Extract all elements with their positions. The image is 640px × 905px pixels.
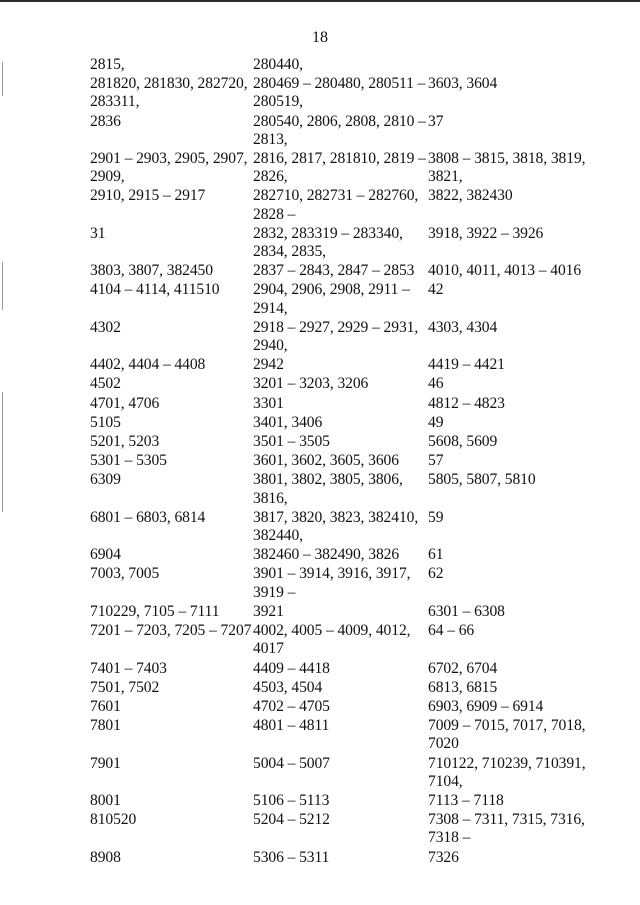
column-1-cell [90,717,253,753]
cell-line: 7009 – 7015, 7017, 7018, [428,717,586,735]
table-row [90,395,630,413]
table-row [90,849,630,867]
cell-line: 6309 [90,471,121,489]
table-row [90,452,630,470]
column-3-cell [428,150,628,186]
cell-line: 2909, [90,168,125,186]
cell-line: 4503, 4504 [253,678,323,696]
table-row [90,471,630,507]
column-3-cell [428,281,628,317]
cell-line: 2815, [90,56,125,73]
cell-line: 710229, 7105 – 7111 [90,602,220,620]
table-row [90,717,630,753]
column-2-cell [253,603,428,621]
column-1-cell [90,811,253,847]
cell-line: 5805, 5807, 5810 [428,471,536,489]
cell-line: 57 [428,452,444,470]
cell-line: 3803, 3807, 382450 [90,262,213,280]
cell-line: 3918, 3922 – 3926 [428,224,544,242]
column-3-cell [428,565,628,601]
cell-line: 382440, [253,527,303,545]
column-2-cell [253,509,428,545]
cell-line: 282710, 282731 – 282760, [253,187,419,205]
column-3-cell [428,433,628,451]
cell-line: 810520 [90,811,137,829]
cell-line: 5004 – 5007 [253,754,330,772]
cell-line: 4702 – 4705 [253,697,330,715]
cell-line: 4419 – 4421 [428,356,505,374]
cell-line: 4409 – 4418 [253,659,330,677]
column-2-cell [253,433,428,451]
column-3-cell [428,452,628,470]
table-row [90,281,630,317]
column-2-cell [253,471,428,507]
column-2-cell [253,375,428,393]
cell-line: 7401 – 7403 [90,659,167,677]
cell-line: 2836 [90,112,121,130]
column-2-cell [253,281,428,317]
cell-line: 5106 – 5113 [253,791,330,809]
column-3-cell [428,792,628,810]
table-row [90,262,630,280]
column-2-cell [253,225,428,261]
table-row [90,755,630,791]
cell-line: 8001 [90,791,121,809]
column-1-cell [90,262,253,280]
cell-line: 7113 – 7118 [428,791,504,809]
column-3-cell [428,717,628,753]
column-2-cell [253,792,428,810]
cell-line: 2914, [253,299,288,317]
cell-line: 3822, 382430 [428,187,513,205]
page-number: 18 [312,29,328,46]
cell-line: 6813, 6815 [428,678,498,696]
cell-line: 6903, 6909 – 6914 [428,697,544,715]
cell-line: 7801 [90,717,121,735]
cell-line: 4402, 4404 – 4408 [90,356,206,374]
column-3-cell [428,698,628,716]
table-row [90,679,630,697]
table-row [90,225,630,261]
cell-line: 4801 – 4811 [253,717,330,735]
table-row [90,811,630,847]
code-table [90,56,630,868]
column-2-cell [253,319,428,355]
column-3-cell [428,262,628,280]
cell-line: 4812 – 4823 [428,394,505,412]
table-row [90,319,630,355]
column-3-cell [428,319,628,355]
column-2-cell [253,187,428,223]
cell-line: 7201 – 7203, 7205 – 7207 [90,622,252,640]
cell-line: 3817, 3820, 3823, 382410, [253,508,419,526]
column-2-cell [253,113,428,149]
column-2-cell [253,698,428,716]
column-1-cell [90,509,253,545]
column-1-cell [90,56,253,74]
column-2-cell [253,717,428,753]
cell-line: 7318 – [428,829,471,847]
cell-line: 2904, 2906, 2908, 2911 – [253,281,410,299]
column-1-cell [90,356,253,374]
top-border-line [0,0,640,2]
column-1-cell [90,622,253,658]
cell-line: 3808 – 3815, 3818, 3819, [428,150,586,168]
cell-line: 7601 [90,697,121,715]
cell-line: 2834, 2835, [253,243,326,261]
cell-line: 31 [90,224,106,242]
cell-line: 5608, 5609 [428,433,498,451]
cell-line: 2910, 2915 – 2917 [90,187,206,205]
table-row [90,622,630,658]
cell-line: 7901 [90,754,121,772]
cell-line: 4701, 4706 [90,394,160,412]
cell-line: 4010, 4011, 4013 – 4016 [428,262,582,280]
column-1-cell [90,849,253,867]
cell-line: 6801 – 6803, 6814 [90,508,206,526]
left-margin-scan-mark [2,62,3,96]
cell-line: 2813, [253,130,288,148]
cell-line: 3301 [253,394,284,412]
cell-line: 7104, [428,772,463,790]
cell-line: 7020 [428,735,459,753]
column-1-cell [90,319,253,355]
cell-line: 8908 [90,848,121,866]
column-2-cell [253,56,428,74]
cell-line: 3603, 3604 [428,75,498,93]
column-3-cell [428,225,628,261]
cell-line: 280469 – 280480, 280511 – [253,75,426,93]
column-3-cell [428,603,628,621]
cell-line: 283311, [90,93,140,111]
column-3-cell [428,395,628,413]
cell-line: 7326 [428,848,459,866]
cell-line: 4104 – 4114, 411510 [90,281,220,299]
column-1-cell [90,150,253,186]
left-margin-scan-mark [2,392,3,512]
cell-line: 280540, 2806, 2808, 2810 – [253,112,426,130]
column-3-cell [428,509,628,545]
column-1-cell [90,792,253,810]
column-2-cell [253,546,428,564]
cell-line: 382460 – 382490, 3826 [253,546,400,564]
cell-line: 281820, 281830, 282720, [90,75,248,93]
column-2-cell [253,75,428,111]
cell-line: 5306 – 5311 [253,848,330,866]
column-3-cell [428,679,628,697]
column-1-cell [90,75,253,111]
table-row [90,375,630,393]
cell-line: 4002, 4005 – 4009, 4012, [253,622,411,640]
cell-line: 3601, 3602, 3605, 3606 [253,452,399,470]
column-1-cell [90,113,253,149]
column-1-cell [90,603,253,621]
column-3-cell [428,113,628,149]
column-1-cell [90,225,253,261]
cell-line: 2816, 2817, 281810, 2819 – [253,150,426,168]
table-row [90,698,630,716]
column-3-cell [428,471,628,507]
cell-line: 3501 – 3505 [253,433,330,451]
cell-line: 6301 – 6308 [428,602,505,620]
table-row [90,509,630,545]
cell-line: 5204 – 5212 [253,811,330,829]
column-3-cell [428,75,628,111]
table-row [90,546,630,564]
cell-line: 42 [428,281,444,299]
column-1-cell [90,698,253,716]
table-row [90,565,630,601]
column-2-cell [253,622,428,658]
table-row [90,433,630,451]
column-2-cell [253,452,428,470]
column-2-cell [253,679,428,697]
cell-line: 59 [428,508,444,526]
column-3-cell [428,622,628,658]
column-1-cell [90,395,253,413]
column-2-cell [253,849,428,867]
cell-line: 5301 – 5305 [90,452,167,470]
column-2-cell [253,356,428,374]
column-1-cell [90,565,253,601]
column-3-cell [428,375,628,393]
cell-line: 6904 [90,546,121,564]
cell-line: 62 [428,565,444,583]
cell-line: 2837 – 2843, 2847 – 2853 [253,262,415,280]
column-3-cell [428,187,628,223]
table-row [90,187,630,223]
cell-line: 61 [428,546,444,564]
column-1-cell [90,452,253,470]
column-2-cell [253,755,428,791]
column-3-cell [428,660,628,678]
cell-line: 37 [428,112,444,130]
table-row [90,56,630,74]
cell-line: 3401, 3406 [253,413,323,431]
column-2-cell [253,660,428,678]
cell-line: 3921 [253,602,284,620]
column-1-cell [90,414,253,432]
cell-line: 5201, 5203 [90,433,160,451]
column-3-cell [428,811,628,847]
column-2-cell [253,262,428,280]
column-2-cell [253,395,428,413]
column-3-cell [428,56,628,74]
table-row [90,660,630,678]
table-row [90,356,630,374]
cell-line: 4502 [90,375,121,393]
cell-line [428,56,624,74]
cell-line: 2942 [253,356,284,374]
table-row [90,113,630,149]
cell-line: 2828 – [253,205,296,223]
table-row [90,75,630,111]
column-2-cell [253,565,428,601]
column-1-cell [90,375,253,393]
table-row [90,792,630,810]
cell-line: 280440, [253,56,303,73]
column-2-cell [253,150,428,186]
cell-line: 2918 – 2927, 2929 – 2931, [253,318,419,336]
column-3-cell [428,849,628,867]
cell-line: 3821, [428,168,463,186]
cell-line: 3816, [253,489,288,507]
column-1-cell [90,281,253,317]
column-1-cell [90,679,253,697]
cell-line: 4303, 4304 [428,318,498,336]
cell-line: 280519, [253,93,303,111]
column-1-cell [90,755,253,791]
cell-line: 2901 – 2903, 2905, 2907, [90,150,248,168]
left-margin-scan-mark [2,262,3,310]
table-row [90,150,630,186]
cell-line: 710122, 710239, 710391, [428,754,586,772]
cell-line: 3901 – 3914, 3916, 3917, [253,565,411,583]
column-3-cell [428,356,628,374]
cell-line: 46 [428,375,444,393]
cell-line: 2826, [253,168,288,186]
cell-line: 3801, 3802, 3805, 3806, [253,471,403,489]
column-3-cell [428,414,628,432]
cell-line: 3201 – 3203, 3206 [253,375,369,393]
column-3-cell [428,755,628,791]
column-1-cell [90,660,253,678]
cell-line: 6702, 6704 [428,659,498,677]
cell-line: 4302 [90,318,121,336]
cell-line: 5105 [90,413,121,431]
cell-line: 3919 – [253,583,296,601]
column-1-cell [90,187,253,223]
column-1-cell [90,471,253,507]
column-2-cell [253,414,428,432]
cell-line: 7308 – 7311, 7315, 7316, [428,811,585,829]
column-1-cell [90,546,253,564]
column-1-cell [90,433,253,451]
cell-line: 7003, 7005 [90,565,160,583]
column-2-cell [253,811,428,847]
cell-line: 2832, 283319 – 283340, [253,224,403,242]
cell-line: 4017 [253,640,284,658]
cell-line: 49 [428,413,444,431]
column-3-cell [428,546,628,564]
cell-line: 2940, [253,337,288,355]
cell-line: 64 – 66 [428,622,475,640]
cell-line: 7501, 7502 [90,678,160,696]
table-row [90,603,630,621]
table-row [90,414,630,432]
